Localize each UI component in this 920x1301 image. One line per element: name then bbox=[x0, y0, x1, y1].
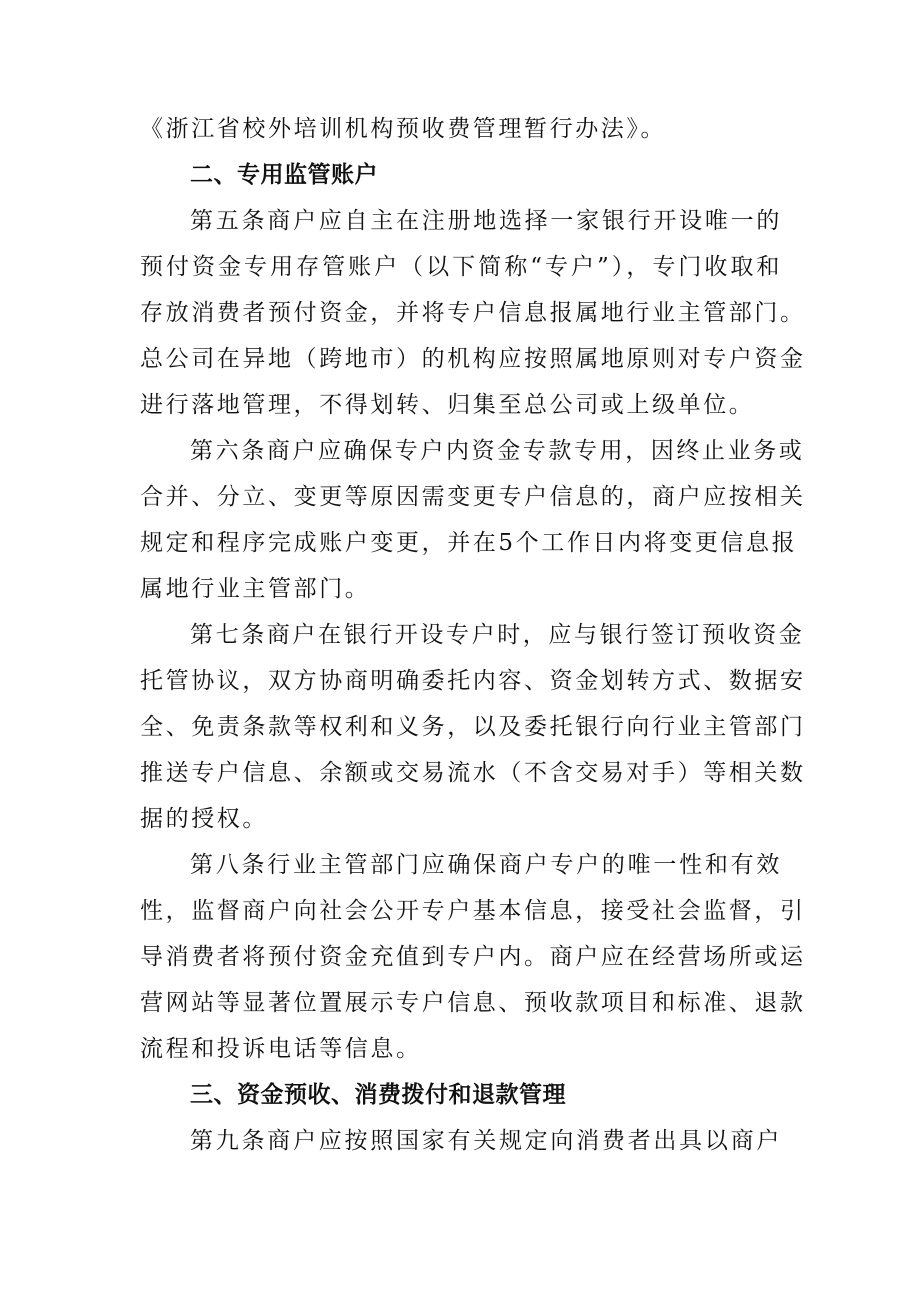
document-body bbox=[140, 106, 806, 1164]
text-line: 规定和程序完成账户变更，并在5个工作日内将变更信息报 bbox=[140, 530, 798, 556]
text-line: 进行落地管理，不得划转、归集至总公司或上级单位。 bbox=[140, 392, 755, 418]
text-line: 第六条商户应确保专户内资金专款专用，因终止业务或 bbox=[190, 438, 805, 464]
text-line: 《浙江省校外培训机构预收费管理暂行办法》。 bbox=[140, 116, 667, 142]
text-line: 属地行业主管部门。 bbox=[140, 576, 371, 602]
text-line: 第九条商户应按照国家有关规定向消费者出具以商户 bbox=[190, 1128, 782, 1154]
article-6 bbox=[140, 428, 806, 612]
text-line: 流程和投诉电话等信息。 bbox=[140, 1036, 422, 1062]
text-line: 推送专户信息、余额或交易流水（不含交易对手）等相关数 bbox=[140, 760, 806, 786]
section-heading-3: 三、资金预收、消费拨付和退款管理 bbox=[190, 1082, 566, 1108]
article-7 bbox=[140, 612, 806, 842]
text-line: 总公司在异地（跨地市）的机构应按照属地原则对专户资金 bbox=[140, 346, 806, 372]
text-line: 第七条商户在银行开设专户时，应与银行签订预收资金 bbox=[190, 622, 805, 648]
text-line: 据的授权。 bbox=[140, 806, 268, 832]
article-8 bbox=[140, 842, 806, 1072]
text-line: 预付资金专用存管账户（以下简称“专户”），专门收取和 bbox=[140, 254, 782, 280]
text-line: 存放消费者预付资金，并将专户信息报属地行业主管部门。 bbox=[140, 300, 806, 326]
text-line: 第八条行业主管部门应确保商户专户的唯一性和有效 bbox=[190, 852, 782, 878]
text-line: 托管协议，双方协商明确委托内容、资金划转方式、数据安 bbox=[140, 668, 806, 694]
text-line: 全、免责条款等权利和义务，以及委托银行向行业主管部门 bbox=[140, 714, 806, 740]
text-line: 导消费者将预付资金充值到专户内。商户应在经营场所或运 bbox=[140, 944, 806, 970]
article-9 bbox=[140, 1118, 782, 1164]
section-heading-2: 二、专用监管账户 bbox=[190, 162, 378, 188]
text-line: 合并、分立、变更等原因需变更专户信息的，商户应按相关 bbox=[140, 484, 806, 510]
article-5 bbox=[140, 198, 806, 428]
text-line: 第五条商户应自主在注册地选择一家银行开设唯一的 bbox=[190, 208, 782, 234]
text-line: 营网站等显著位置展示专户信息、预收款项目和标准、退款 bbox=[140, 990, 806, 1016]
text-line: 性，监督商户向社会公开专户基本信息，接受社会监督，引 bbox=[140, 898, 806, 924]
